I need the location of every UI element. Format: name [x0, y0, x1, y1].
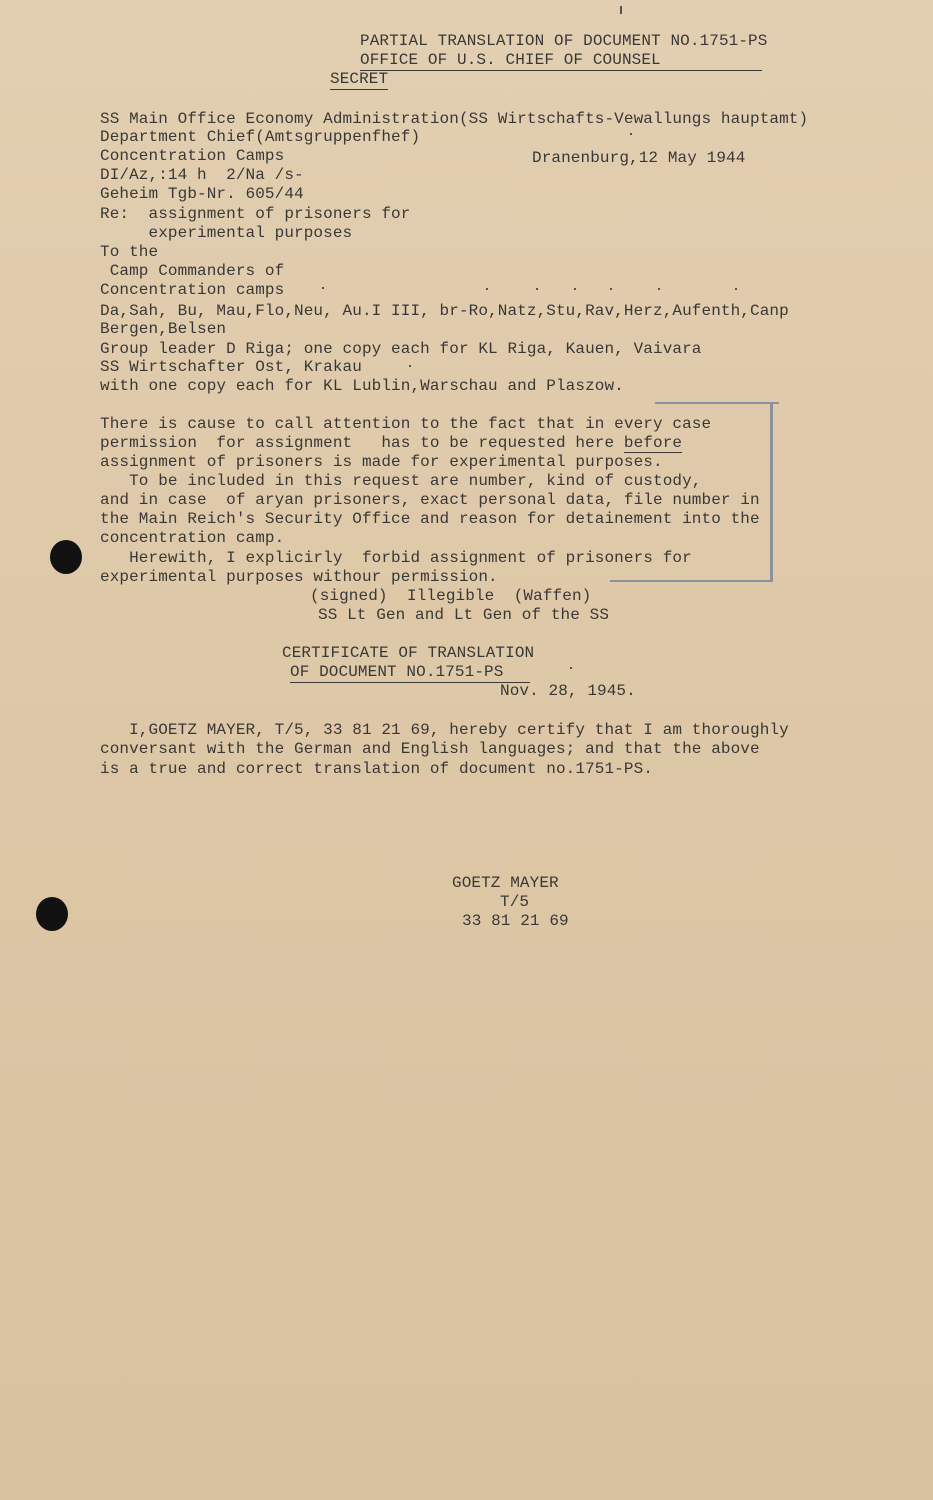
body-para3-line2: experimental purposes withour permission.	[100, 568, 498, 586]
stray-mark	[574, 288, 576, 290]
letterhead-dept: Department Chief(Amtsgruppenfhef)	[100, 128, 421, 146]
body-para1-line2: permission for assignment has to be requested here before	[100, 434, 683, 452]
stray-mark	[570, 667, 572, 669]
stray-mark	[409, 365, 411, 367]
translator-serial: 33 81 21 69	[462, 912, 569, 930]
punch-hole-bottom	[36, 897, 68, 931]
punch-hole-top	[50, 540, 82, 574]
letterhead-unit: Concentration Camps	[100, 147, 285, 165]
recipients-line-1: To the	[100, 243, 159, 261]
stray-mark	[735, 288, 737, 290]
classification-stamp: SECRET	[330, 70, 389, 88]
signatory-rank: SS Lt Gen and Lt Gen of the SS	[318, 606, 610, 624]
body-para1-line1: There is cause to call attention to the fact that in every case	[100, 415, 712, 433]
reference-line-2: Geheim Tgb-Nr. 605/44	[100, 185, 304, 203]
recipients-line-3: Concentration camps	[100, 281, 285, 299]
body-para1-line3: assignment of prisoners is made for experimental purposes.	[100, 453, 663, 471]
certificate-text-line3: is a true and correct translation of document no.1751-PS.	[100, 760, 653, 778]
stray-mark	[610, 288, 612, 290]
subject-line-2: experimental purposes	[100, 224, 353, 242]
stray-mark	[630, 133, 632, 135]
certificate-subtitle: OF DOCUMENT NO.1751-PS	[290, 663, 530, 683]
recipients-line-4: Da,Sah, Bu, Mau,Flo,Neu, Au.I III, br-Ro,Natz,Stu,Rav,Herz,Aufenth,Canp	[100, 302, 789, 320]
certificate-text-line1: I,GOETZ MAYER, T/5, 33 81 21 69, hereby certify that I am thoroughly	[100, 721, 789, 739]
reference-line-1: DI/Az,:14 h 2/Na /s-	[100, 166, 304, 184]
recipients-line-2: Camp Commanders of	[100, 262, 285, 280]
stray-mark	[620, 6, 622, 14]
letterhead-org: SS Main Office Economy Administration(SS Wirtschafts-Vewallungs hauptamt)	[100, 110, 809, 128]
place-date: Dranenburg,12 May 1944	[532, 149, 746, 167]
body-para2-line4: concentration camp.	[100, 529, 285, 547]
signature-line: (signed) Illegible (Waffen)	[310, 587, 592, 605]
margin-bracket-top	[655, 402, 779, 404]
certificate-title: CERTIFICATE OF TRANSLATION	[282, 644, 535, 662]
recipients-line-8: with one copy each for KL Lublin,Warschau and Plaszow.	[100, 377, 624, 395]
recipients-line-5: Bergen,Belsen	[100, 320, 227, 338]
recipients-line-7: SS Wirtschafter Ost, Krakau	[100, 358, 362, 376]
body-para2-line3: the Main Reich's Security Office and reason for detainement into the	[100, 510, 760, 528]
body-para3-line1: Herewith, I explicirly forbid assignment of prisoners for	[100, 549, 692, 567]
recipients-line-6: Group leader D Riga; one copy each for KL Riga, Kauen, Vaivara	[100, 340, 702, 358]
stray-mark	[658, 288, 660, 290]
stray-mark	[322, 287, 324, 289]
translator-rank: T/5	[500, 893, 530, 911]
body-para2-line2: and in case of aryan prisoners, exact personal data, file number in	[100, 491, 760, 509]
margin-bracket-side	[770, 402, 773, 582]
stray-mark	[486, 288, 488, 290]
header-office: OFFICE OF U.S. CHIEF OF COUNSEL	[360, 51, 762, 71]
subject-line-1: Re: assignment of prisoners for	[100, 205, 411, 223]
header-title: PARTIAL TRANSLATION OF DOCUMENT NO.1751-PS	[360, 32, 768, 50]
margin-bracket-bottom	[610, 580, 772, 582]
body-para2-line1: To be included in this request are number, kind of custody,	[100, 472, 702, 490]
certificate-date: Nov. 28, 1945.	[500, 682, 636, 700]
emphasis-before: before	[623, 434, 683, 452]
certificate-text-line2: conversant with the German and English languages; and that the above	[100, 740, 760, 758]
stray-mark	[536, 288, 538, 290]
translator-name: GOETZ MAYER	[452, 874, 559, 892]
